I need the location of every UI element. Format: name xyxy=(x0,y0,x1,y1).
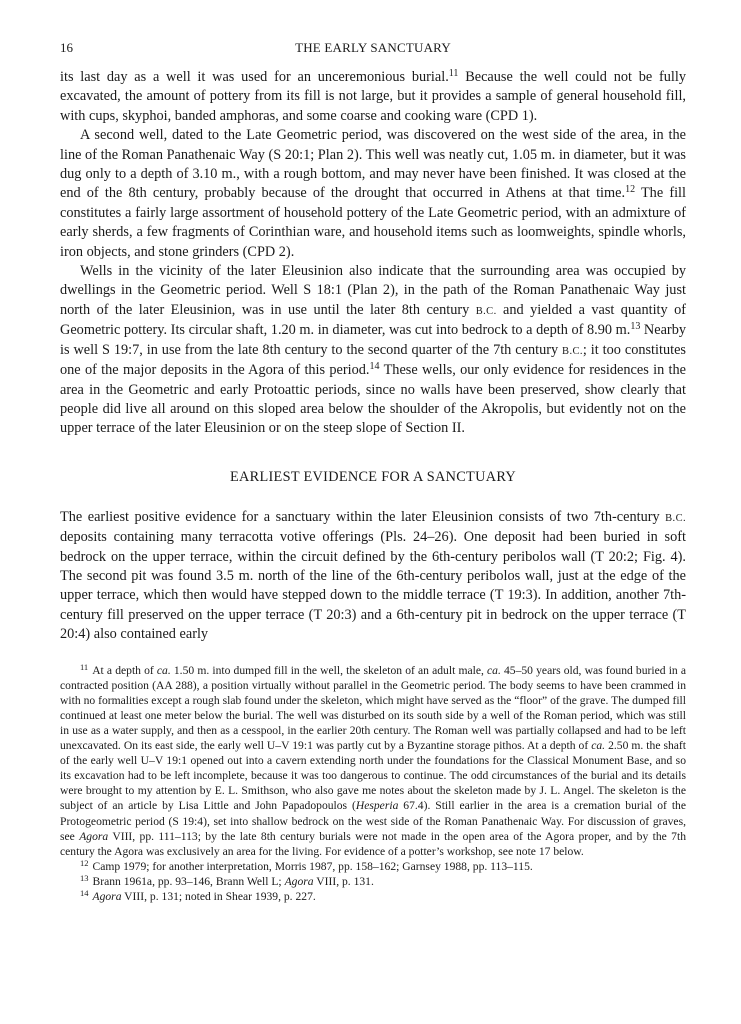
paragraph: Wells in the vicinity of the later Eleusinion also indicate that the surrounding area was occupied by dwellings in the Geometric period. Well S 18:1 (Plan 2), in the path of the Roman Panathenaic Way just north of the later Eleusinion, was in use until the later 8th century B.C. and yielded a vast quantity of Geometric pottery. Its circular shaft, 1.20 m. in diameter, was cut into bedrock to a depth of 8.90 m.$^{13}$ Nearby is well S 19:7, in use from the late 8th century to the second quarter of the 7th century B.C.; it too constitutes one of the major deposits in the Agora of this period.$^{14}$ These wells, our only evidence for residences in the area in the Geometric and early Protoattic periods, since no walls have been preserved, show clearly that people did live all around on this sloped area below the shoulder of the Akropolis, but evidently not on the upper terrace of the later Eleusinion or on the steep slope of Section II. xyxy=(60,263,687,437)
paragraph: A second well, dated to the Late Geometric period, was discovered on the west side of the area, in the line of the Roman Panathenaic Way (S 20:1; Plan 2). This well was neatly cut, 1.05 m. in diameter, but it was dug only to a depth of 3.10 m., with a rough bottom, and may never have been finished. It was closed at the end of the 8th century, probably because of the drought that occurred in Athens at that time.$^{12}$ The fill constitutes a fairly large assortment of household pottery of the Late Geometric period, with an admixture of early sherds, a few fragments of Corinthian ware, and household items such as loomweights, spindle whorls, iron objects, and stone grinders (CPD 2). xyxy=(60,127,686,260)
running-head xyxy=(60,40,686,60)
italic-text: ca. xyxy=(487,663,501,677)
paragraph: The earliest positive evidence for a sanctuary within the later Eleusinion consists of two 7th-century B.C. deposits containing many terracotta votive offerings (Pls. 24–26). One deposit had been buried in soft bedrock on the upper terrace, within the circuit defined by the 6th-century peribolos wall (T 20:2; Fig. 4). The second pit was found 3.5 m. north of the line of the 6th-century peribolos wall, just at the edge of the upper terrace, which then would have stepped down to the middle terrace (T 19:3). In addition, another 7th-century fill preserved on the upper terrace (T 20:3) and a 6th-century pit in bedrock on the upper terrace (T 20:4) also contained early xyxy=(60,508,686,643)
footnote: $^{14}$ Agora VIII, p. 131; noted in Shear 1939, p. 227. xyxy=(80,887,316,903)
footnote: $^{13}$ Brann 1961a, pp. 93–146, Brann Well L; Agora VIII, p. 131. xyxy=(80,872,374,888)
footnote-ref: 14 xyxy=(369,361,380,373)
page xyxy=(60,40,686,904)
footnote-ref: 12 xyxy=(625,184,636,196)
small-caps: B.C. xyxy=(562,345,583,357)
italic-text: Hesperia xyxy=(355,799,399,813)
page-number: 16 xyxy=(60,40,73,55)
paragraph: its last day as a well it was used for an unceremonious burial.$^{11}$ Because the well could not be fully excavated, the amount of pottery from its fill is not large, but it provides a sample of general household fill, with cups, skyphoi, banded amphoras, and some coarse and cooking ware (CPD 1). xyxy=(60,68,686,124)
italic-text: ca. xyxy=(156,663,171,677)
footnote-ref: 13 xyxy=(630,321,641,333)
body-text xyxy=(60,68,686,645)
italic-text: Agora xyxy=(284,874,314,888)
footnote: $^{12}$ Camp 1979; for another interpretation, Morris 1987, pp. 158–162; Garnsey 1988, pp. 113–115. xyxy=(80,857,533,873)
running-title: THE EARLY SANCTUARY xyxy=(295,40,451,55)
italic-text: Agora xyxy=(92,889,122,903)
italic-text: Agora xyxy=(79,829,109,843)
italic-text: ca. xyxy=(591,739,606,753)
footnote-number: 12 xyxy=(80,857,89,868)
small-caps: B.C. xyxy=(475,305,497,317)
footnote-ref: 11 xyxy=(448,68,459,79)
footnotes xyxy=(60,663,686,905)
footnote-number: 14 xyxy=(80,887,89,898)
section-heading: EARLIEST EVIDENCE FOR A SANCTUARY xyxy=(229,468,517,485)
small-caps: B.C. xyxy=(665,512,686,524)
footnote: $^{11}$ At a depth of ca. 1.50 m. into dumped fill in the well, the skeleton of an adult male, ca. 45–50 years old, was found buried in a contracted position (AA 288), a position virtually without parallel in the Geometric period. The body seems to have been crammed in with no formalities except a rough slab found under the skeleton, which might have served as the “floor” of the grave. The dumped fill continued at least one meter below the burial. The well was disturbed on its south side by a well of the Roman period, which was still in use as a water supply, and then as a cesspool, in the earlier 20th century. The Roman well was partially collapsed and had to be left unexcavated. On its east side, the early well U–V 19:1 was partly cut by a Byzantine storage pithos. At a depth of ca. 2.50 m. the shaft of the early well U–V 19:1 opened out into a cavern extending north under the foundations for the Classical Monument Base, and so its excavation had to be left incomplete, because it was too dangerous to continue. The odd circumstances of the burial and its details were brought to my attention by E. L. Smithson, who also gave me notes about the skeleton made by J. L. Angel. The skeleton is the subject of an article by Lisa Little and John Papadopoulos (Hesperia 67.4). Still earlier in the area is a cremation burial of the Protogeometric period (S 19:4), set into shallow bedrock on the west side of the Roman Panathenaic Way. For discussion of graves, see Agora VIII, pp. 111–113; by the late 8th century burials were not made in the open area of the Agora proper, and by the 7th century the Agora was exclusively an area for the living. For evidence of a potter’s workshop, see note 17 below. xyxy=(60,661,687,858)
footnote-number: 11 xyxy=(80,661,89,672)
footnote-number: 13 xyxy=(80,872,89,883)
